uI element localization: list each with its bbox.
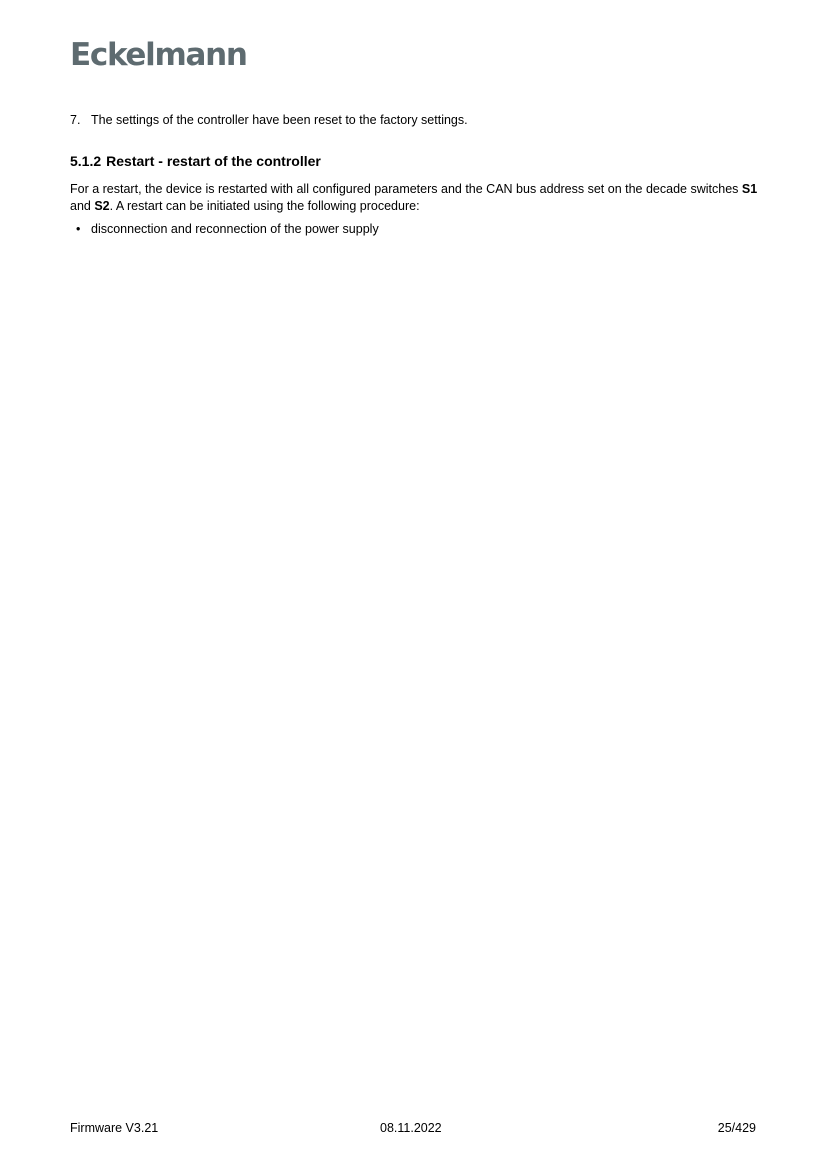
section-heading (70, 152, 321, 170)
footer-page-number: 25/429 (717, 1121, 756, 1135)
bullet-icon: • (76, 222, 81, 236)
section-title: Restart - restart of the controller (106, 153, 321, 169)
list-item (70, 221, 379, 237)
company-logo: Eckelmann (70, 37, 247, 73)
numbered-step (70, 112, 468, 128)
footer-date: 08.11.2022 (380, 1121, 442, 1135)
switch-s1-label: S1 (741, 182, 758, 196)
body-paragraph (70, 181, 760, 215)
section-number: 5.1.2 (70, 153, 102, 169)
footer-firmware-version: Firmware V3.21 (70, 1121, 159, 1135)
paragraph-text-1: For a restart, the device is restarted with all configured parameters and the CAN bus address set on the decade switches (70, 182, 742, 196)
paragraph-text-3: . A restart can be initiated using the following procedure: (109, 199, 420, 213)
switch-s2-label: S2 (94, 199, 110, 213)
step-text: The settings of the controller have been reset to the factory settings. (91, 113, 468, 127)
step-number: 7. (70, 113, 81, 127)
paragraph-text-2: and (70, 199, 95, 213)
list-item-text: disconnection and reconnection of the power supply (91, 222, 379, 236)
